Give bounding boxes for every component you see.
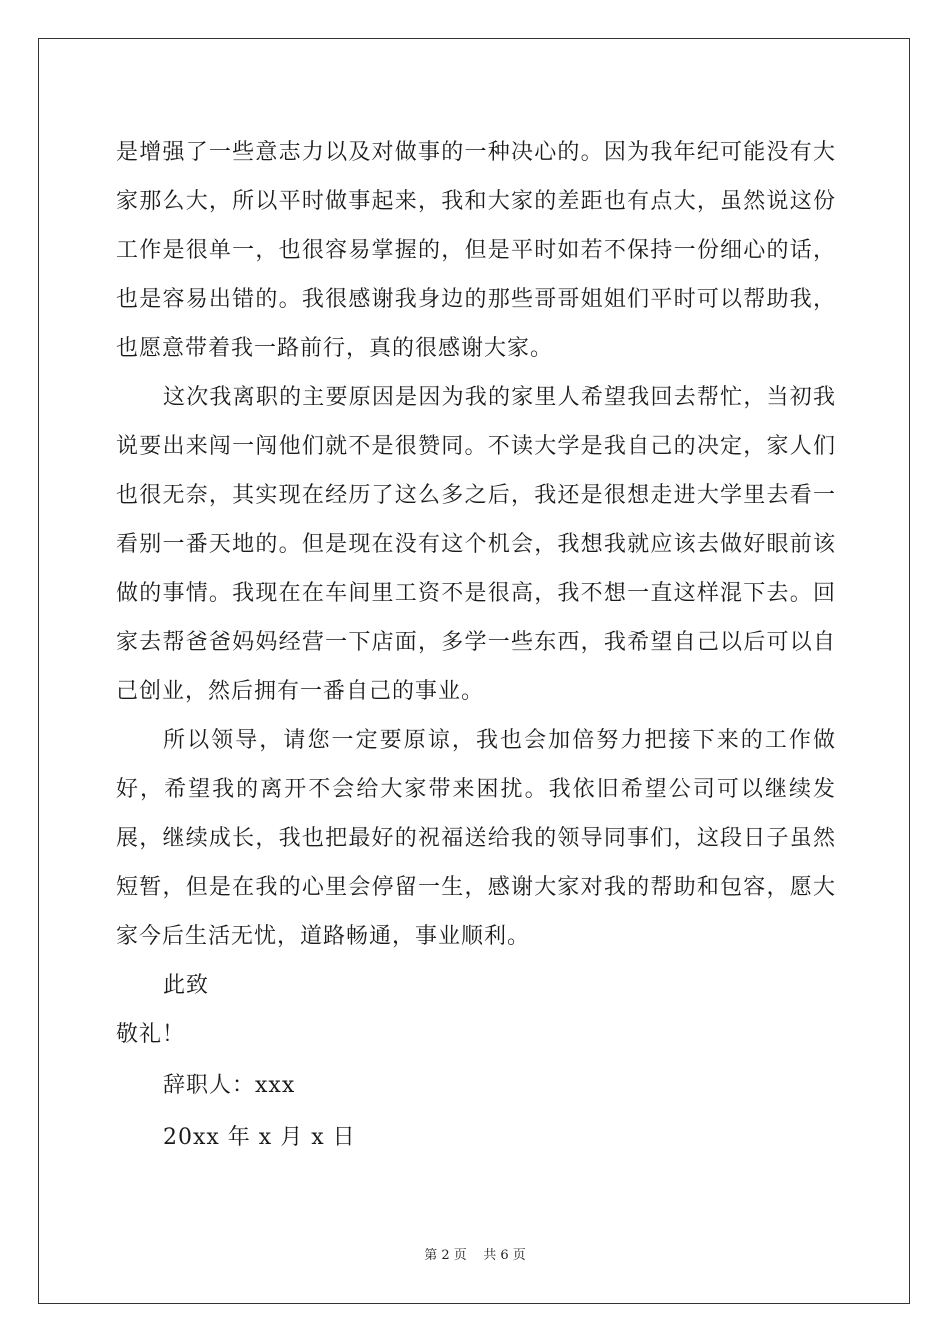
closing-respect: 敬礼！ xyxy=(116,1022,186,1047)
paragraph-farewell: 所以领导，请您一定要原谅，我也会加倍努力把接下来的工作做好，希望我的离开不会给大家带来困扰。我依旧希望公司可以继续发展，继续成长，我也把最好的祝福送给我的领导同事们，这段日子虽然短暂，但是在我的心里会停留一生，感谢大家对我的帮助和包容，愿大家今后生活无忧，道路畅通，事业顺利。 xyxy=(116,728,836,949)
letter-body xyxy=(116,128,836,1162)
signature-line: 辞职人：xxx xyxy=(163,1073,296,1098)
page-number: 第 2 页 共 6 页 xyxy=(424,1248,526,1263)
paragraph-continuation: 是增强了一些意志力以及对做事的一种决心的。因为我年纪可能没有大家那么大，所以平时做事起来，我和大家的差距也有点大，虽然说这份工作是很单一，也很容易掌握的，但是平时如若不保持一份细心的话，也是容易出错的。我很感谢我身边的那些哥哥姐姐们平时可以帮助我，也愿意带着我一路前行，真的很感谢大家。 xyxy=(116,140,836,361)
date-line: 20xx 年 x 月 x 日 xyxy=(163,1125,356,1150)
closing-salutation: 此致 xyxy=(163,973,210,998)
paragraph-resignation-reason: 这次我离职的主要原因是因为我的家里人希望我回去帮忙，当初我说要出来闯一闯他们就不是很赞同。不读大学是我自己的决定，家人们也很无奈，其实现在经历了这么多之后，我还是很想走进大学里去看一看别一番天地的。但是现在没有这个机会，我想我就应该去做好眼前该做的事情。我现在在车间里工资不是很高，我不想一直这样混下去。回家去帮爸爸妈妈经营一下店面，多学一些东西，我希望自己以后可以自己创业，然后拥有一番自己的事业。 xyxy=(116,385,836,704)
